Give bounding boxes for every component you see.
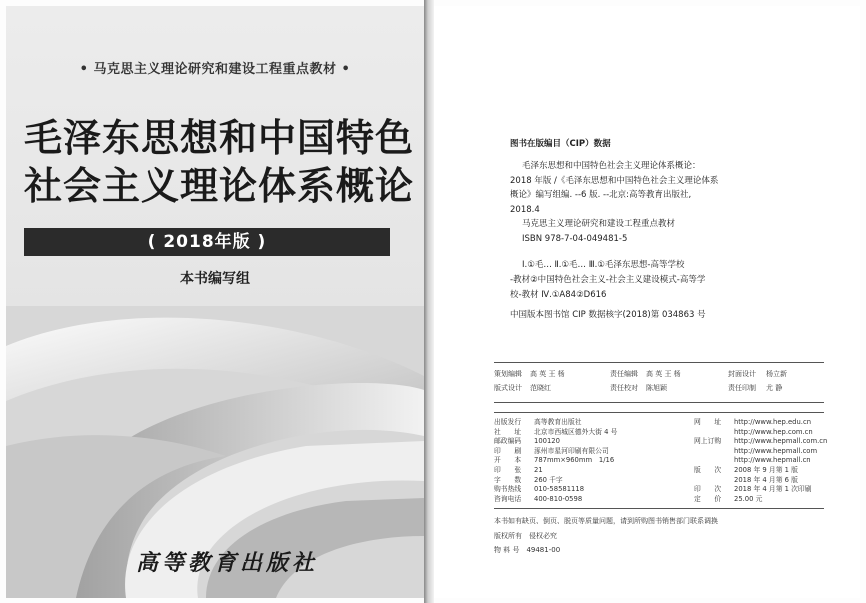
note-line: 物 料 号 49481-00 bbox=[494, 546, 561, 554]
pub-label: 版 次 bbox=[694, 465, 722, 474]
cip-line: 2018 年版 /《毛泽东思想和中国特色社会主义理论体系 bbox=[510, 175, 719, 186]
cip-line: 马克思主义理论研究和建设工程重点教材 bbox=[522, 219, 676, 229]
cip-subject-line: -教材②中国特色社会主义-社会主义建设模式-高等学 bbox=[510, 275, 706, 285]
cip-line: 2018.4 bbox=[510, 204, 540, 215]
staff-name: 陈旭颖 bbox=[646, 384, 667, 392]
staff-name: 杨立新 bbox=[766, 370, 787, 378]
cip-line: 毛泽东思想和中国特色社会主义理论体系概论： bbox=[522, 161, 701, 171]
pub-value: 高等教育出版社 bbox=[534, 418, 582, 426]
cip-subjects bbox=[510, 258, 810, 303]
pub-value: 010-58581118 bbox=[534, 485, 585, 494]
cip-record bbox=[510, 159, 810, 246]
publication-info bbox=[494, 418, 828, 504]
pub-row bbox=[494, 476, 824, 486]
staff-role: 责任校对 bbox=[610, 384, 638, 392]
note-line: 本书如有缺页、倒页、脱页等质量问题，请到所购图书销售部门联系调换 bbox=[494, 517, 718, 525]
publisher-logo: 高等教育出版社 bbox=[136, 550, 319, 576]
pub-row bbox=[494, 466, 824, 476]
pub-value: 2018 年 4 月第 6 版 bbox=[734, 475, 798, 484]
pub-value: 2018 年 4 月第 1 次印刷 bbox=[734, 485, 812, 494]
divider bbox=[494, 402, 824, 403]
pub-label: 咨询电话 bbox=[494, 494, 522, 503]
pub-label: 网 址 bbox=[694, 418, 722, 426]
book-title bbox=[24, 114, 414, 210]
pub-value: 21 bbox=[534, 465, 543, 474]
pub-label: 网上订购 bbox=[694, 437, 722, 446]
staff-role: 责任印制 bbox=[728, 384, 756, 392]
staff-name: 高 英 王 杨 bbox=[530, 370, 565, 378]
pub-value: 北京市西城区德外大街 4 号 bbox=[534, 427, 618, 436]
pub-value: 涿州市星河印刷有限公司 bbox=[534, 446, 609, 455]
pub-label: 邮政编码 bbox=[494, 437, 522, 446]
staff-role: 策划编辑 bbox=[494, 370, 522, 378]
pub-value: 100120 bbox=[534, 437, 560, 446]
pub-label: 印 刷 bbox=[494, 446, 522, 455]
pub-value: http://www.hepmall.com bbox=[734, 446, 818, 455]
divider bbox=[494, 508, 824, 509]
staff-name: 尤 静 bbox=[766, 384, 783, 392]
note-line: 版权所有 侵权必究 bbox=[494, 531, 557, 540]
pub-label: 印 次 bbox=[694, 485, 722, 494]
book-cover bbox=[6, 6, 424, 598]
pub-value: 787mm×960mm 1/16 bbox=[534, 456, 615, 465]
cip-subject-line: 校-教材 Ⅳ.①A84②D616 bbox=[510, 290, 607, 300]
divider bbox=[494, 412, 824, 413]
pub-value: http://www.hepmall.com.cn bbox=[734, 437, 828, 446]
copyright-page bbox=[434, 6, 860, 598]
pub-label: 字 数 bbox=[494, 475, 522, 484]
pub-value: 2008 年 9 月第 1 版 bbox=[734, 465, 798, 474]
staff-row bbox=[494, 381, 824, 395]
cip-heading: 图书在版编目（CIP）数据 bbox=[510, 139, 611, 149]
cip-data-number: 中国版本图书馆 CIP 数据核字(2018)第 034863 号 bbox=[510, 310, 706, 320]
pub-row bbox=[494, 485, 824, 495]
edition-bar bbox=[24, 228, 390, 256]
series-title: • 马克思主义理论研究和建设工程重点教材 • bbox=[79, 62, 351, 77]
pub-value: 400-810-0598 bbox=[534, 494, 583, 503]
book-title-line1: 毛泽东思想和中国特色 bbox=[24, 116, 415, 160]
staff-credits bbox=[494, 367, 824, 395]
copyright-notes bbox=[494, 514, 824, 558]
pub-row bbox=[494, 456, 824, 466]
pub-value: http://www.hepmall.cn bbox=[734, 456, 811, 465]
edition-label: ( 2018年版 ) bbox=[147, 232, 267, 252]
pub-value: http://www.hep.com.cn bbox=[734, 427, 813, 436]
pub-value: 25.00 元 bbox=[734, 494, 763, 503]
pub-row bbox=[494, 447, 824, 457]
pub-label: 印 张 bbox=[494, 465, 522, 474]
pub-label: 出版发行 bbox=[494, 418, 522, 426]
pub-value: http://www.hep.edu.cn bbox=[734, 418, 812, 426]
staff-name: 高 英 王 杨 bbox=[646, 370, 681, 378]
cip-line: 概论》编写组编. --6 版. --北京:高等教育出版社, bbox=[510, 190, 692, 200]
staff-role: 版式设计 bbox=[494, 384, 522, 392]
divider bbox=[494, 362, 824, 363]
staff-role: 责任编辑 bbox=[610, 370, 638, 378]
pub-label: 社 址 bbox=[494, 427, 522, 436]
pub-row bbox=[494, 428, 824, 438]
pub-value: 260 千字 bbox=[534, 475, 563, 484]
pub-row bbox=[494, 418, 824, 428]
pub-row bbox=[494, 495, 824, 505]
staff-role: 封面设计 bbox=[728, 370, 756, 378]
pub-label: 开 本 bbox=[494, 456, 522, 465]
staff-name: 范晓红 bbox=[530, 384, 551, 392]
author-group: 本书编写组 bbox=[180, 271, 250, 287]
book-gutter bbox=[424, 0, 434, 603]
pub-label: 定 价 bbox=[694, 494, 722, 503]
staff-row bbox=[494, 367, 824, 381]
cip-subject-line: Ⅰ.①毛… Ⅱ.①毛… Ⅲ.①毛泽东思想-高等学校 bbox=[522, 260, 685, 270]
book-title-line2: 社会主义理论体系概论 bbox=[24, 164, 415, 208]
pub-row bbox=[494, 437, 828, 447]
cip-isbn: ISBN 978-7-04-049481-5 bbox=[522, 233, 628, 244]
pub-label: 购书热线 bbox=[494, 485, 522, 494]
